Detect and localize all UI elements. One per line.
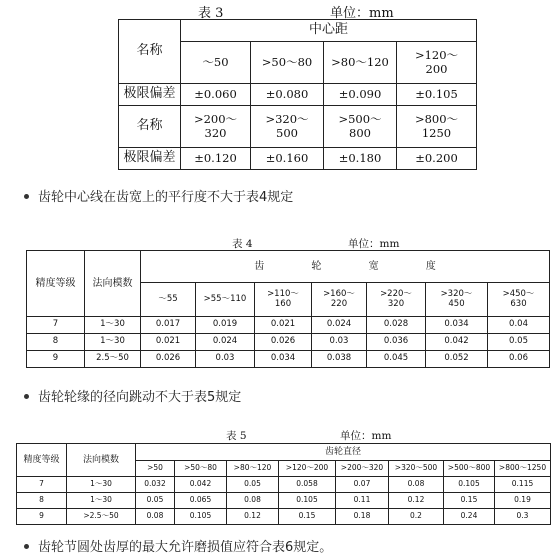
- table-cell: >800～1250: [495, 461, 551, 477]
- table3-tolerance-label: 极限偏差: [119, 148, 181, 170]
- table-cell: 0.18: [336, 509, 389, 525]
- table-row: [17, 493, 551, 509]
- table5-group-header: 齿轮直径: [136, 444, 551, 461]
- cell-line: 630: [510, 298, 527, 309]
- table-cell: 9: [27, 351, 85, 368]
- cell-line: >200～: [193, 112, 238, 127]
- table-cell: 0.05: [136, 493, 175, 509]
- table3-row2: [119, 84, 477, 106]
- table-cell: 0.12: [389, 493, 444, 509]
- table3-name-label: 名称: [119, 20, 181, 84]
- bullet-text: 齿轮中心线在齿宽上的平行度不大于表4规定: [38, 190, 294, 205]
- table-cell: [397, 106, 477, 148]
- table-cell: 0.026: [141, 351, 196, 368]
- table-cell: 0.058: [279, 477, 336, 493]
- table-cell: 1～30: [67, 477, 136, 493]
- table-cell: 0.05: [227, 477, 279, 493]
- table-cell: [367, 283, 426, 317]
- table-cell: 0.105: [444, 477, 495, 493]
- table3-caption: 表 3: [198, 6, 224, 21]
- table-cell: 0.036: [367, 334, 426, 351]
- table-cell: ±0.080: [251, 84, 324, 106]
- table-cell: 9: [17, 509, 67, 525]
- table-cell: ～55: [141, 283, 196, 317]
- table-cell: 0.04: [488, 317, 550, 334]
- table-cell: 7: [27, 317, 85, 334]
- table-cell: 0.05: [488, 334, 550, 351]
- bullet-text: 齿轮轮缘的径向跳动不大于表5规定: [38, 390, 242, 405]
- table4-modulus-header: 法向模数: [85, 251, 141, 317]
- table-cell: 0.24: [444, 509, 495, 525]
- table4-group-header: [141, 251, 550, 283]
- table-cell: 0.115: [495, 477, 551, 493]
- table-cell: 0.019: [196, 317, 255, 334]
- table-cell: >55～110: [196, 283, 255, 317]
- cell-line: >450～: [502, 288, 535, 299]
- table-cell: [312, 283, 367, 317]
- table-cell: [324, 106, 397, 148]
- table-cell: 0.08: [136, 509, 175, 525]
- bullet-paragraph-3: [24, 536, 332, 555]
- table-cell: 2.5～50: [85, 351, 141, 368]
- table-cell: ±0.200: [397, 148, 477, 170]
- table-row: [27, 334, 550, 351]
- bullet-icon: [24, 394, 29, 399]
- table-cell: ±0.120: [181, 148, 251, 170]
- table-row: [27, 351, 550, 368]
- table-cell: ±0.090: [324, 84, 397, 106]
- table-row: [27, 317, 550, 334]
- cell-line: 450: [448, 298, 465, 309]
- table-row: [17, 477, 551, 493]
- table-cell: ±0.105: [397, 84, 477, 106]
- cell-line: 220: [330, 298, 348, 309]
- table-cell: 0.052: [426, 351, 488, 368]
- table-cell: [255, 283, 312, 317]
- table-cell: 0.3: [495, 509, 551, 525]
- table-cell: >2.5～50: [67, 509, 136, 525]
- table-cell: 0.026: [255, 334, 312, 351]
- table-cell: >500～800: [444, 461, 495, 477]
- table3-row4: [119, 148, 477, 170]
- table-cell: 0.19: [495, 493, 551, 509]
- cell-line: 320: [387, 298, 405, 309]
- table-cell: >50: [136, 461, 175, 477]
- bullet-icon: [24, 544, 29, 549]
- table-cell: 1～30: [85, 317, 141, 334]
- table5-unit: 单位：mm: [340, 430, 392, 442]
- table5: [16, 443, 551, 525]
- table4-caption: 表 4: [232, 238, 253, 250]
- table-cell: 0.038: [312, 351, 367, 368]
- table-cell: ±0.180: [324, 148, 397, 170]
- table3-tolerance-label: 极限偏差: [119, 84, 181, 106]
- table-cell: [426, 283, 488, 317]
- table-cell: [181, 106, 251, 148]
- table-cell: 0.024: [312, 317, 367, 334]
- table5-grade-header: 精度等级: [17, 444, 67, 477]
- table-cell: >320～500: [389, 461, 444, 477]
- table-cell: >120～200: [279, 461, 336, 477]
- table-cell: 0.042: [175, 477, 227, 493]
- cell-line: 200: [425, 61, 448, 76]
- table3: [118, 19, 477, 170]
- cell-line: >320～: [265, 112, 309, 127]
- table-cell: ±0.160: [251, 148, 324, 170]
- table5-caption: 表 5: [226, 430, 247, 442]
- cell-line: 500: [276, 125, 298, 140]
- table-cell: 0.032: [136, 477, 175, 493]
- table-cell: 0.024: [196, 334, 255, 351]
- cell-line: 1250: [421, 125, 452, 140]
- cell-line: >220～: [380, 288, 412, 299]
- table-cell: 1～30: [67, 493, 136, 509]
- table-cell: >50～80: [251, 42, 324, 84]
- table4-grade-header: 精度等级: [27, 251, 85, 317]
- cell-line: 160: [274, 298, 292, 309]
- table-cell: [251, 106, 324, 148]
- table-cell: 0.12: [227, 509, 279, 525]
- cell-line: >320～: [440, 288, 473, 299]
- table-cell: 0.042: [426, 334, 488, 351]
- bullet-paragraph-1: [24, 186, 293, 205]
- bullet-text: 齿轮节圆处齿厚的最大允许磨损值应符合表6规定。: [38, 540, 333, 555]
- cell-line: >160～: [323, 288, 355, 299]
- table3-name-label: 名称: [119, 106, 181, 148]
- table-cell: 0.065: [175, 493, 227, 509]
- cell-line: >500～: [338, 112, 382, 127]
- table-cell: 0.08: [389, 477, 444, 493]
- table-cell: 0.15: [279, 509, 336, 525]
- header-text: 齿 轮 宽 度: [254, 260, 458, 272]
- table-row: [17, 509, 551, 525]
- table-cell: 0.028: [367, 317, 426, 334]
- table-cell: 0.11: [336, 493, 389, 509]
- table-cell: 0.034: [255, 351, 312, 368]
- table-cell: 0.08: [227, 493, 279, 509]
- table-cell: 0.07: [336, 477, 389, 493]
- table-cell: 0.06: [488, 351, 550, 368]
- table5-modulus-header: 法向模数: [67, 444, 136, 477]
- cell-line: >120～: [414, 48, 459, 63]
- table-cell: 0.034: [426, 317, 488, 334]
- table-cell: 0.03: [312, 334, 367, 351]
- table-cell: 0.021: [141, 334, 196, 351]
- table-cell: 0.2: [389, 509, 444, 525]
- bullet-icon: [24, 194, 29, 199]
- table-cell: ±0.060: [181, 84, 251, 106]
- table-cell: 0.017: [141, 317, 196, 334]
- table3-unit: 单位：mm: [330, 6, 394, 21]
- table-cell: 0.105: [175, 509, 227, 525]
- table-cell: 8: [17, 493, 67, 509]
- table-cell: 7: [17, 477, 67, 493]
- table-cell: 0.021: [255, 317, 312, 334]
- table-cell: 1～30: [85, 334, 141, 351]
- table-cell: >200～320: [336, 461, 389, 477]
- table-cell: >80～120: [324, 42, 397, 84]
- table4-unit: 单位：mm: [348, 238, 400, 250]
- table-cell: >50～80: [175, 461, 227, 477]
- table-cell: >80～120: [227, 461, 279, 477]
- bullet-paragraph-2: [24, 386, 241, 405]
- table-cell: 0.15: [444, 493, 495, 509]
- table-cell: ～50: [181, 42, 251, 84]
- table-cell: 0.105: [279, 493, 336, 509]
- table-cell: 0.045: [367, 351, 426, 368]
- cell-line: 800: [349, 125, 371, 140]
- cell-line: 320: [204, 125, 227, 140]
- table3-group-header: 中心距: [181, 20, 477, 42]
- table-cell: [397, 42, 477, 84]
- cell-line: >110～: [267, 288, 299, 299]
- table-cell: 8: [27, 334, 85, 351]
- table3-row3: [119, 106, 477, 148]
- table4: [26, 250, 550, 368]
- table-cell: 0.03: [196, 351, 255, 368]
- table-cell: [488, 283, 550, 317]
- cell-line: >800～: [414, 112, 459, 127]
